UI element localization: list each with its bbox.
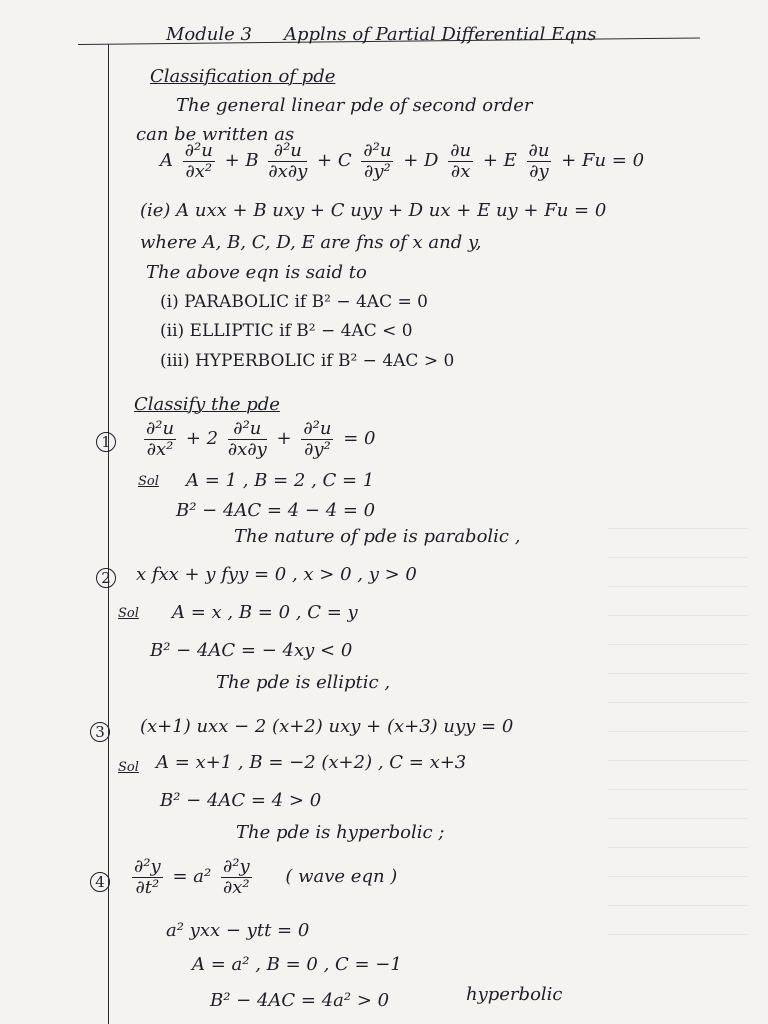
where-line: where A, B, C, D, E are fns of x and y,	[140, 232, 482, 253]
module-label: Module 3	[166, 24, 252, 45]
fraction-uxy	[268, 141, 307, 182]
frac-num: ∂u	[450, 139, 472, 161]
frac-den: ∂x²	[222, 876, 250, 898]
fraction	[221, 857, 252, 898]
problem-3-coeffs: A = x+1 , B = −2 (x+2) , C = x+3	[156, 752, 467, 773]
ie-equation: (ie) A uxx + B uxy + C uyy + D ux + E uy + Fu = 0	[140, 200, 607, 221]
frac-den: ∂x²	[146, 438, 174, 460]
fraction	[228, 419, 267, 460]
problem-1-coeffs: A = 1 , B = 2 , C = 1	[186, 470, 375, 491]
intro-line-2: can be written as	[136, 124, 295, 145]
coef-e: + E	[482, 150, 517, 171]
problem-4-nature: hyperbolic	[466, 984, 563, 1005]
problem-2-equation: x fxx + y fyy = 0 , x > 0 , y > 0	[136, 564, 417, 585]
case-elliptic: (ii) ELLIPTIC if B² − 4AC < 0	[160, 321, 413, 341]
term: +	[276, 428, 292, 449]
fraction-uxx	[183, 141, 215, 182]
general-pde-equation	[160, 140, 644, 182]
frac-num: ∂u	[528, 139, 550, 161]
section-heading-classification: Classification of pde	[150, 66, 336, 87]
frac-num: ∂²u	[184, 139, 213, 161]
fraction-uy	[527, 141, 552, 182]
frac-den: ∂y	[529, 160, 549, 182]
frac-num: ∂²u	[228, 419, 267, 440]
coef-c: + C	[317, 150, 352, 171]
sol-label-2: Sol	[118, 606, 139, 621]
frac-num: ∂²u	[146, 417, 175, 439]
case-parabolic: (i) PARABOLIC if B² − 4AC = 0	[160, 292, 428, 312]
equation-tail: + Fu = 0	[561, 150, 645, 171]
frac-num: ∂²y	[134, 855, 161, 877]
frac-num: ∂²u	[268, 141, 307, 162]
problem-number-2: 2	[96, 568, 116, 588]
problem-3-discriminant: B² − 4AC = 4 > 0	[160, 790, 322, 811]
problem-number-4: 4	[90, 872, 110, 892]
wave-eqn-note: ( wave eqn )	[285, 866, 398, 887]
coef-b: + B	[224, 150, 259, 171]
term: + 2	[185, 428, 219, 449]
fraction	[132, 857, 163, 898]
frac-den: ∂y²	[364, 160, 391, 182]
problem-number-1: 1	[96, 432, 116, 452]
frac-den: ∂t²	[135, 876, 160, 898]
frac-num: ∂²u	[303, 417, 332, 439]
fraction-uyy	[361, 141, 393, 182]
problem-1-equation	[140, 418, 375, 460]
fraction-ux	[448, 141, 473, 182]
sol-label-3: Sol	[118, 760, 139, 775]
problem-4-discriminant: B² − 4AC = 4a² > 0	[210, 990, 390, 1011]
coef-a: A	[160, 150, 173, 171]
fraction	[144, 419, 176, 460]
problem-4-line2: a² yxx − ytt = 0	[166, 920, 310, 941]
problem-4-coeffs: A = a² , B = 0 , C = −1	[192, 954, 402, 975]
problem-3-equation: (x+1) uxx − 2 (x+2) uxy + (x+3) uyy = 0	[140, 716, 514, 737]
coef-d: + D	[403, 150, 439, 171]
problem-1-nature: The nature of pde is parabolic ,	[234, 526, 521, 547]
frac-num: ∂²u	[363, 139, 392, 161]
case-hyperbolic: (iii) HYPERBOLIC if B² − 4AC > 0	[160, 351, 455, 371]
frac-den: ∂x	[450, 160, 471, 182]
frac-den: ∂x∂y	[268, 160, 308, 182]
problem-1-discriminant: B² − 4AC = 4 − 4 = 0	[176, 500, 376, 521]
problem-2-nature: The pde is elliptic ,	[216, 672, 391, 693]
problem-4-equation	[128, 856, 397, 898]
problem-number-3: 3	[90, 722, 110, 742]
intro-line-1: The general linear pde of second order	[176, 95, 533, 116]
term: = 0	[343, 428, 376, 449]
problem-2-discriminant: B² − 4AC = − 4xy < 0	[150, 640, 353, 661]
frac-num: ∂²y	[222, 855, 250, 877]
page-title: Applns of Partial Differential Eqns	[284, 24, 597, 45]
problem-2-coeffs: A = x , B = 0 , C = y	[172, 602, 358, 623]
frac-den: ∂y²	[304, 438, 331, 460]
term: = a²	[172, 866, 212, 887]
section-heading-classify: Classify the pde	[134, 394, 280, 415]
fraction	[301, 419, 333, 460]
frac-den: ∂x∂y	[227, 438, 267, 460]
sol-label-1: Sol	[138, 474, 159, 489]
bleed-through	[608, 500, 748, 940]
above-line: The above eqn is said to	[146, 262, 367, 283]
frac-den: ∂x²	[185, 160, 213, 182]
problem-3-nature: The pde is hyperbolic ;	[236, 822, 445, 843]
